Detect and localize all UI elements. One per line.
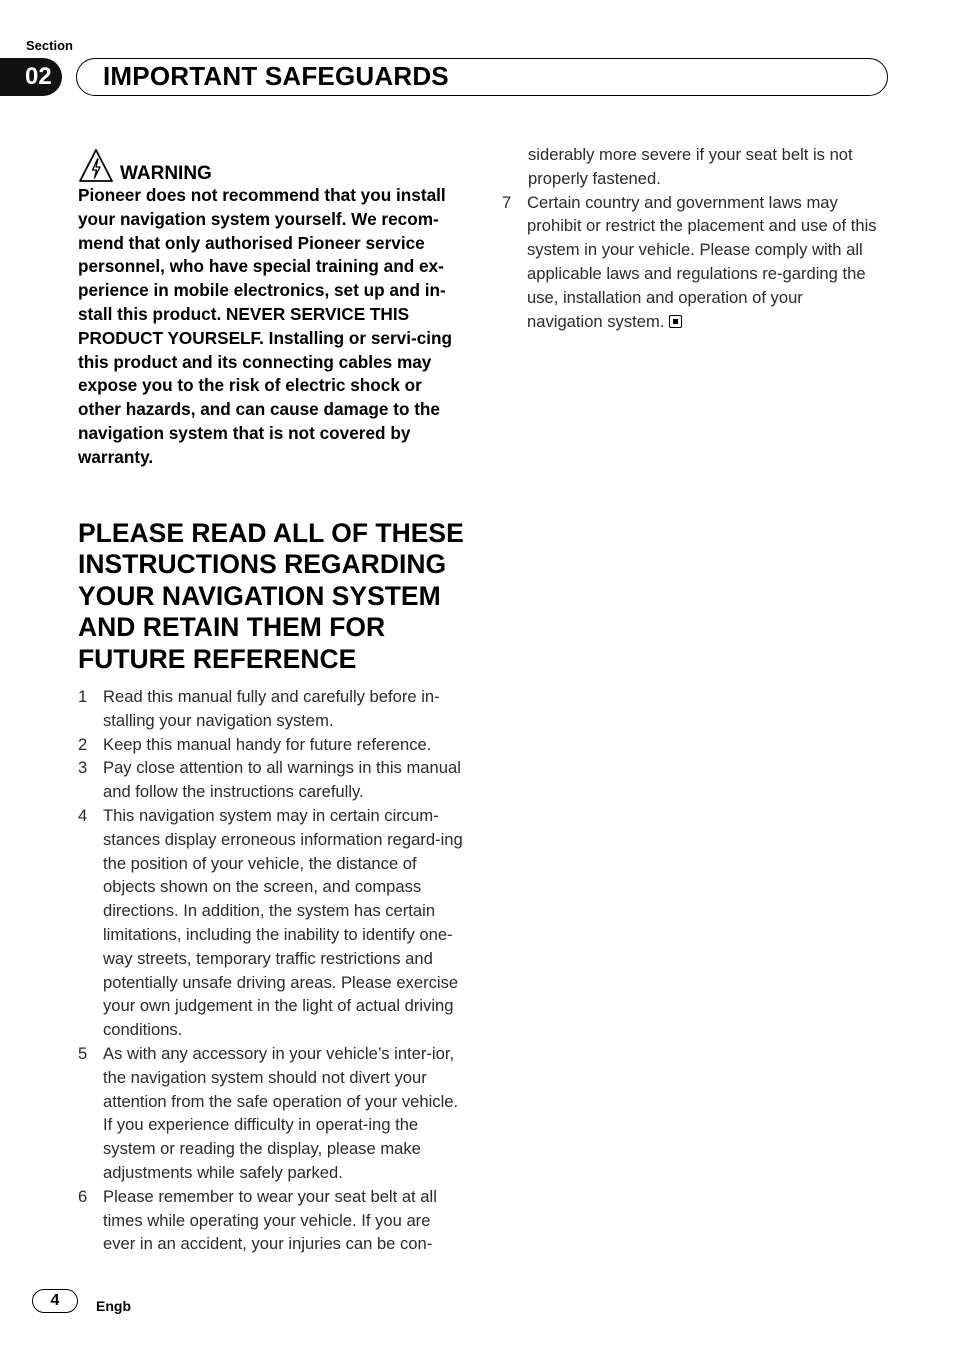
list-number: 7 (502, 192, 512, 212)
page-number: 4 (32, 1289, 78, 1313)
list-number: 3 (78, 758, 88, 778)
end-of-section-icon (669, 315, 682, 328)
list-item (78, 733, 464, 757)
list-item (78, 1185, 464, 1256)
list-item-6-continuation: siderably more severe if your seat belt is not properly fastened. (528, 145, 853, 188)
list-text-wrapper (527, 191, 882, 334)
warning-body: Pioneer does not recommend that you install your navigation system yourself. We recom-mend that only authorised Pioneer service personnel, who have special training and ex-perience in mobile electronics, set up and in-stall this product. NEVER SERVICE THIS PRODUCT YOURSELF. Installing or servi-cing this product and its connecting cables may expose you to the risk of electric shock or other hazards, and can cause damage to the navigation system that is not covered by warranty. (78, 185, 453, 467)
section-label: Section (26, 38, 73, 53)
instruction-list (78, 685, 464, 1256)
warning-triangle-icon (78, 148, 114, 184)
list-text: Pay close attention to all warnings in this manual and follow the instructions carefully. (103, 758, 461, 802)
list-number: 2 (78, 734, 88, 754)
section-title: IMPORTANT SAFEGUARDS (103, 61, 449, 91)
language-code: Engb (96, 1298, 131, 1314)
list-text: This navigation system may in certain circum-stances display erroneous information regard-ing the position of your vehicle, the distance of objects shown on the screen, and compass directions. In addition, the system has certain limitations, including the inability to identify one-way streets, temporary traffic restrictions and potentially unsafe driving areas. Please exercise your own judgement in the light of actual driving conditions. (103, 806, 463, 1040)
right-column (502, 143, 882, 333)
list-text: Certain country and government laws may prohibit or restrict the placement and use of this system in your vehicle. Please comply with all applicable laws and regulations re-garding the use, installation and operation of your navigation system. (527, 192, 877, 331)
list-item (78, 685, 464, 733)
section-title-box (76, 58, 888, 96)
warning-header (78, 146, 464, 184)
list-text: Keep this manual handy for future reference. (103, 734, 432, 754)
section-number-tab: 02 (0, 58, 62, 96)
list-number: 5 (78, 1044, 88, 1064)
list-number: 6 (78, 1186, 88, 1206)
list-text: As with any accessory in your vehicle’s inter-ior, the navigation system should not divert your attention from the safe operation of your vehicle. If you experience difficulty in operat-ing the system or reading the display, please make adjustments while safely parked. (103, 1044, 459, 1182)
instructions-heading: PLEASE READ ALL OF THESE INSTRUCTIONS REGARDING YOUR NAVIGATION SYSTEM AND RETAIN THEM FOR FUTURE REFERENCE (78, 517, 464, 674)
list-item (502, 191, 882, 334)
left-column (78, 146, 464, 1256)
warning-title: WARNING (120, 163, 212, 184)
list-number: 4 (78, 806, 88, 826)
list-text: Please remember to wear your seat belt at all times while operating your vehicle. If you are ever in an accident, your injuries can be con- (103, 1186, 437, 1254)
list-text: Read this manual fully and carefully before in-stalling your navigation system. (103, 687, 440, 730)
list-item (78, 756, 464, 804)
list-number: 1 (78, 687, 88, 707)
list-item (78, 804, 464, 1042)
list-item (78, 1042, 464, 1185)
